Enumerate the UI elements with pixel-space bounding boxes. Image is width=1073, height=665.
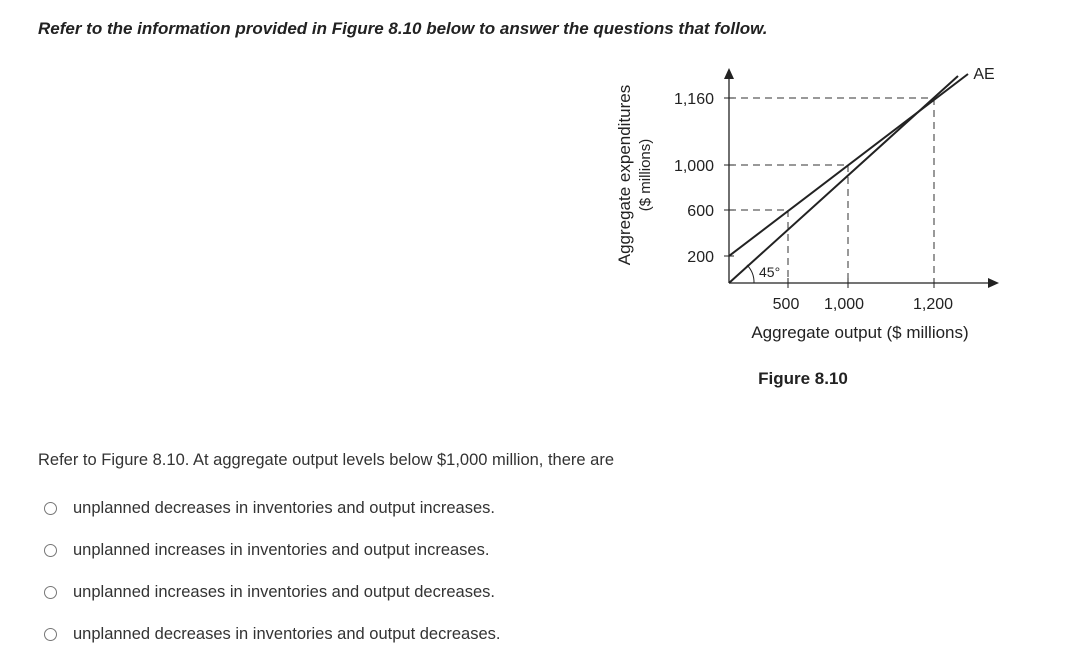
y-tick-label: 1,000 [673,158,714,175]
radio-button[interactable] [44,544,57,557]
x-axis-title: Aggregate output ($ millions) [751,323,969,342]
radio-button[interactable] [44,586,57,599]
x-tick-label: 500 [772,296,800,313]
ae-series-label: AE [973,66,995,83]
y-tick-label: 1,160 [673,91,714,108]
figure-caption: Figure 8.10 [758,369,848,388]
y-axis-unit: ($ millions) [637,138,654,212]
question-text: Refer to Figure 8.10. At aggregate output levels below $1,000 million, there are [38,451,615,469]
answer-options [44,487,500,655]
instruction-text: Refer to the information provided in Figure 8.10 below to answer the questions that follow. [38,19,768,38]
option-label: unplanned decreases in inventories and output decreases. [73,624,501,643]
x-axis-arrow [988,278,999,288]
radio-button[interactable] [44,628,57,641]
option-label: unplanned decreases in inventories and output increases. [73,498,495,517]
x-tick-label: 1,200 [912,296,954,313]
answer-option-1[interactable] [44,487,500,529]
option-label: unplanned increases in inventories and output increases. [73,540,490,559]
x-tick-label: 1,000 [823,296,865,313]
y-tick-label: 600 [687,203,714,220]
answer-option-4[interactable] [44,613,500,655]
radio-button[interactable] [44,502,57,515]
y-axis-arrow [724,68,734,79]
y-tick-label: 200 [687,249,714,266]
angle-label: 45° [759,264,781,280]
y-axis-title: Aggregate expenditures [615,84,634,266]
answer-option-3[interactable] [44,571,500,613]
answer-option-2[interactable] [44,529,500,571]
angle-arc [747,265,754,283]
option-label: unplanned increases in inventories and output decreases. [73,582,495,601]
